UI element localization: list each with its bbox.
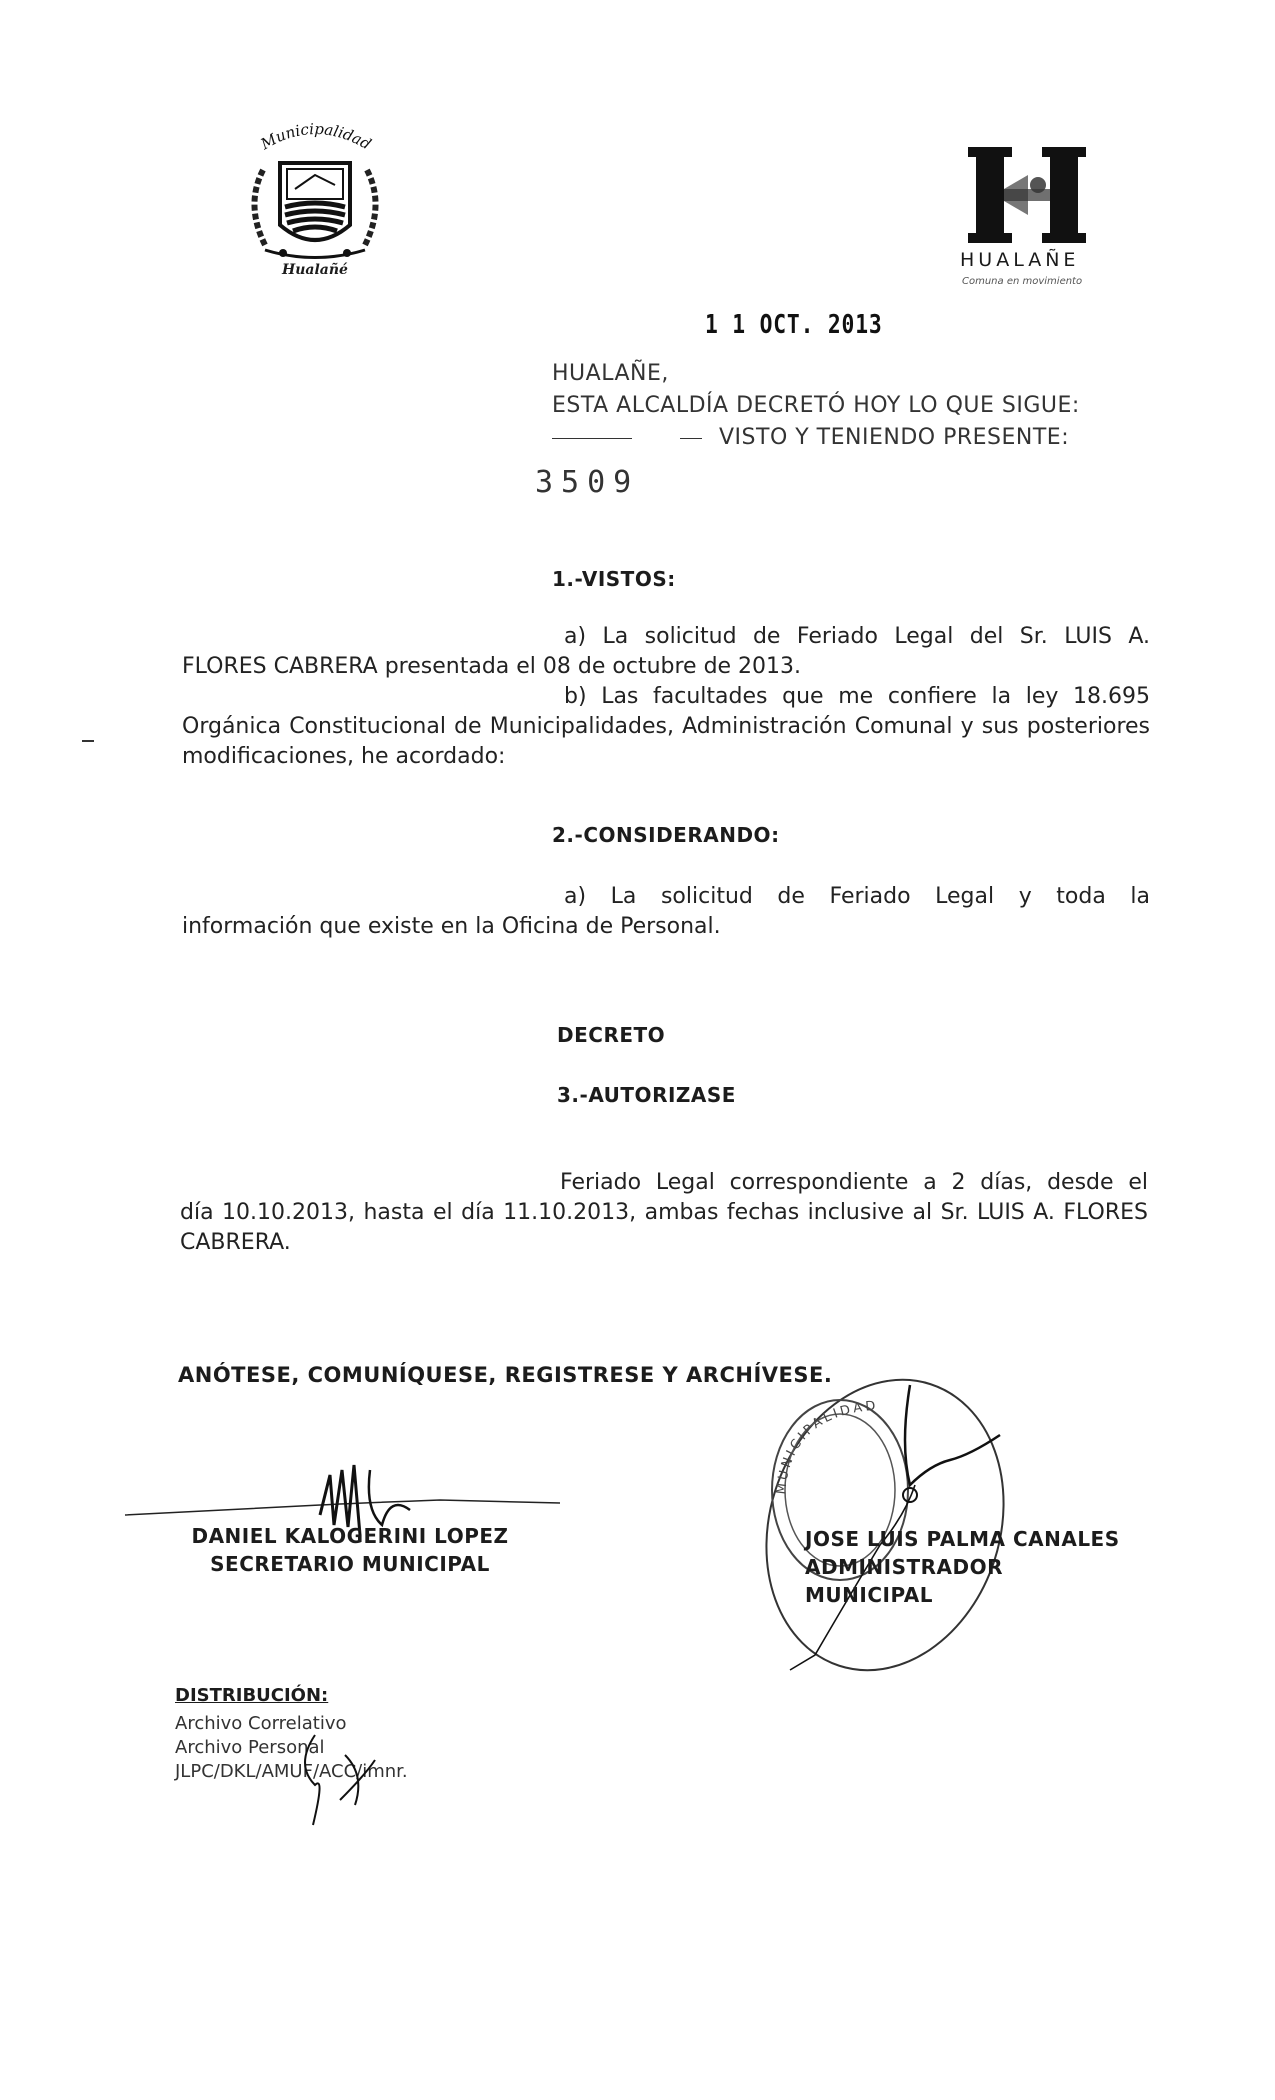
svg-text:MUNICIPALIDAD — [774, 1399, 879, 1495]
blank-line — [552, 438, 632, 439]
distribucion-title: DISTRIBUCIÓN: — [175, 1685, 329, 1706]
vistos-item-b-rest: Orgánica Constitucional de Municipalidades, Administración Comunal y sus posteriores modificaciones, he acordado: — [182, 714, 1150, 769]
date-stamp: 1 1 OCT. 2013 — [705, 310, 883, 340]
considerando-title: 2.-CONSIDERANDO: — [552, 823, 780, 847]
vistos-item-b-lead: b) Las facultades que me confiere la ley 18.695 — [564, 684, 1150, 709]
vistos-item-a-rest: FLORES CABRERA presentada el 08 de octubre de 2013. — [182, 654, 802, 679]
right-logo-slogan: Comuna en movimiento — [962, 276, 1083, 287]
header-line-city: HUALAÑE, — [552, 361, 669, 386]
distribucion-item-correlativo: Archivo Correlativo — [175, 1713, 347, 1734]
closing-line: ANÓTESE, COMUNÍQUESE, REGISTRESE Y ARCHÍVESE. — [178, 1363, 833, 1387]
vistos-item-b — [182, 682, 1150, 772]
vistos-item-a — [182, 622, 1150, 682]
vistos-title: 1.-VISTOS: — [552, 567, 676, 591]
seal-text: MUNICIPALIDAD — [773, 1398, 879, 1496]
decreto-body — [180, 1168, 1148, 1258]
right-signatory-name: JOSE LUIS PALMA CANALES — [805, 1527, 1120, 1551]
header-block — [552, 358, 1112, 454]
decreto-body-rest: día 10.10.2013, hasta el día 11.10.2013, ambas fechas inclusive al Sr. LUIS A. FLORES CABRERA. — [180, 1200, 1148, 1255]
decreto-title: DECRETO — [557, 1023, 666, 1047]
margin-dash — [82, 740, 94, 742]
right-logo — [940, 145, 1120, 295]
considerando-item-a-rest: información que existe en la Oficina de Personal. — [182, 914, 721, 939]
visto-text: VISTO Y TENIENDO PRESENTE: — [719, 425, 1070, 450]
initials-signature-scribble — [265, 1715, 425, 1835]
left-logo-top-text: Municipalidad — [257, 119, 375, 154]
left-logo-bottom-text: Hualañé — [282, 262, 348, 278]
left-logo — [235, 115, 395, 285]
left-signatory-name: DANIEL KALOGERINI LOPEZ — [191, 1524, 509, 1548]
right-signatory — [805, 1525, 1135, 1609]
vistos-item-a-lead: a) La solicitud de Feriado Legal del Sr. LUIS A. — [564, 624, 1150, 649]
right-logo-name: HUALAÑE — [960, 249, 1080, 271]
svg-text:Municipalidad — [257, 120, 374, 154]
considerando-item-a — [182, 882, 1150, 942]
decreto-body-lead: Feriado Legal correspondiente a 2 días, desde el — [560, 1170, 1148, 1195]
distribucion-item-initials: JLPC/DKL/AMUF/ACC/imnr. — [175, 1761, 408, 1782]
hualane-h-logo-icon — [958, 145, 1098, 245]
municipal-coat-of-arms-icon — [235, 115, 395, 285]
distribucion-item-personal: Archivo Personal — [175, 1737, 325, 1758]
slash-mark — [680, 438, 702, 439]
header-line-decree-intro: ESTA ALCALDÍA DECRETÓ HOY LO QUE SIGUE: — [552, 393, 1080, 418]
right-signatory-title: ADMINISTRADOR MUNICIPAL — [805, 1555, 1004, 1607]
decree-number: 3509 — [535, 465, 640, 500]
left-signatory-title: SECRETARIO MUNICIPAL — [210, 1552, 490, 1576]
decreto-subtitle: 3.-AUTORIZASE — [557, 1083, 736, 1107]
header-line-visto — [552, 422, 1112, 454]
left-signatory — [160, 1522, 540, 1578]
considerando-item-a-lead: a) La solicitud de Feriado Legal y toda la — [564, 884, 1150, 909]
